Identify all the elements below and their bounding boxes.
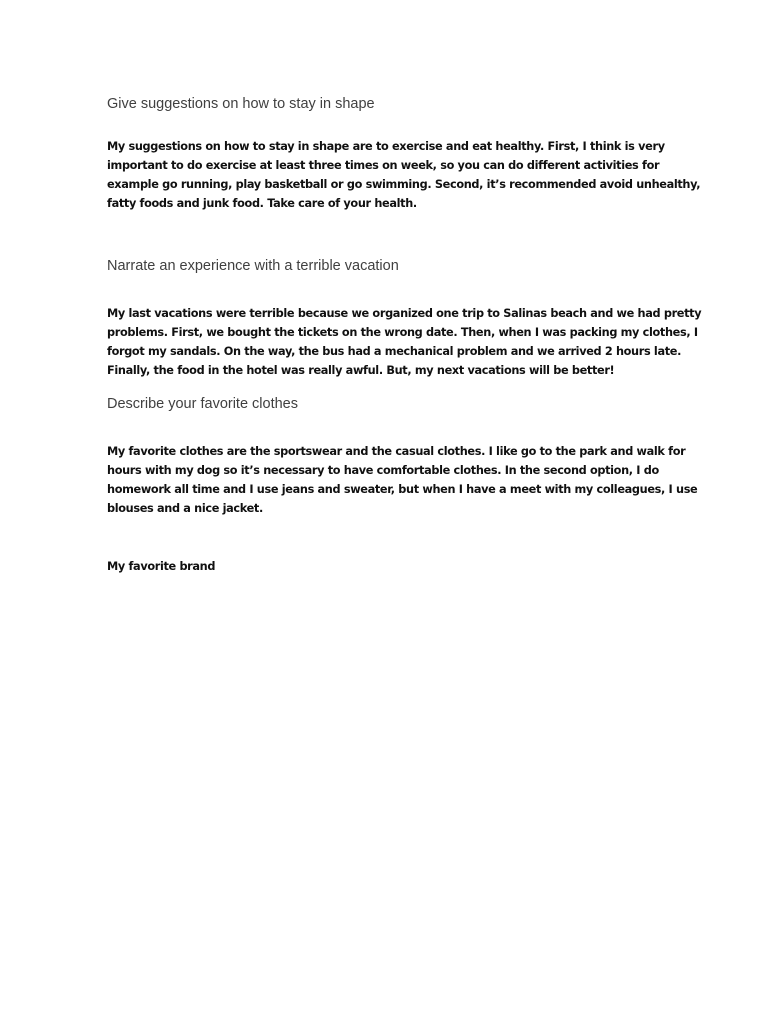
- paragraph-line: My favorite clothes are the sportswear and the casual clothes. I like go to the park and walk for: [107, 445, 686, 458]
- paragraph-line: problems. First, we bought the tickets on the wrong date. Then, when I was packing my clothes, I: [107, 326, 698, 339]
- paragraph-line: My favorite brand: [107, 560, 216, 573]
- heading-terrible-vacation: Narrate an experience with a terrible vacation: [107, 258, 399, 274]
- paragraph-stay-in-shape: [107, 137, 701, 213]
- paragraph-line: Finally, the food in the hotel was really awful. But, my next vacations will be better!: [107, 364, 615, 377]
- paragraph-line: important to do exercise at least three times on week, so you can do different activities for: [107, 159, 660, 172]
- paragraph-terrible-vacation: [107, 304, 702, 380]
- paragraph-line: My last vacations were terrible because we organized one trip to Salinas beach and we had pretty: [107, 307, 702, 320]
- paragraph-line: homework all time and I use jeans and sweater, but when I have a meet with my colleagues, I use: [107, 483, 698, 496]
- paragraph-line: hours with my dog so it’s necessary to have comfortable clothes. In the second option, I do: [107, 464, 659, 477]
- paragraph-line: example go running, play basketball or go swimming. Second, it’s recommended avoid unhealthy,: [107, 178, 701, 191]
- paragraph-line: forgot my sandals. On the way, the bus had a mechanical problem and we arrived 2 hours late.: [107, 345, 682, 358]
- heading-stay-in-shape: Give suggestions on how to stay in shape: [107, 96, 375, 112]
- paragraph-favorite-clothes: [107, 442, 698, 518]
- paragraph-line: blouses and a nice jacket.: [107, 502, 263, 515]
- paragraph-line: fatty foods and junk food. Take care of your health.: [107, 197, 417, 210]
- heading-favorite-clothes: Describe your favorite clothes: [107, 396, 298, 412]
- paragraph-favorite-brand: [107, 557, 659, 576]
- paragraph-line: My suggestions on how to stay in shape are to exercise and eat healthy. First, I think is very: [107, 140, 665, 153]
